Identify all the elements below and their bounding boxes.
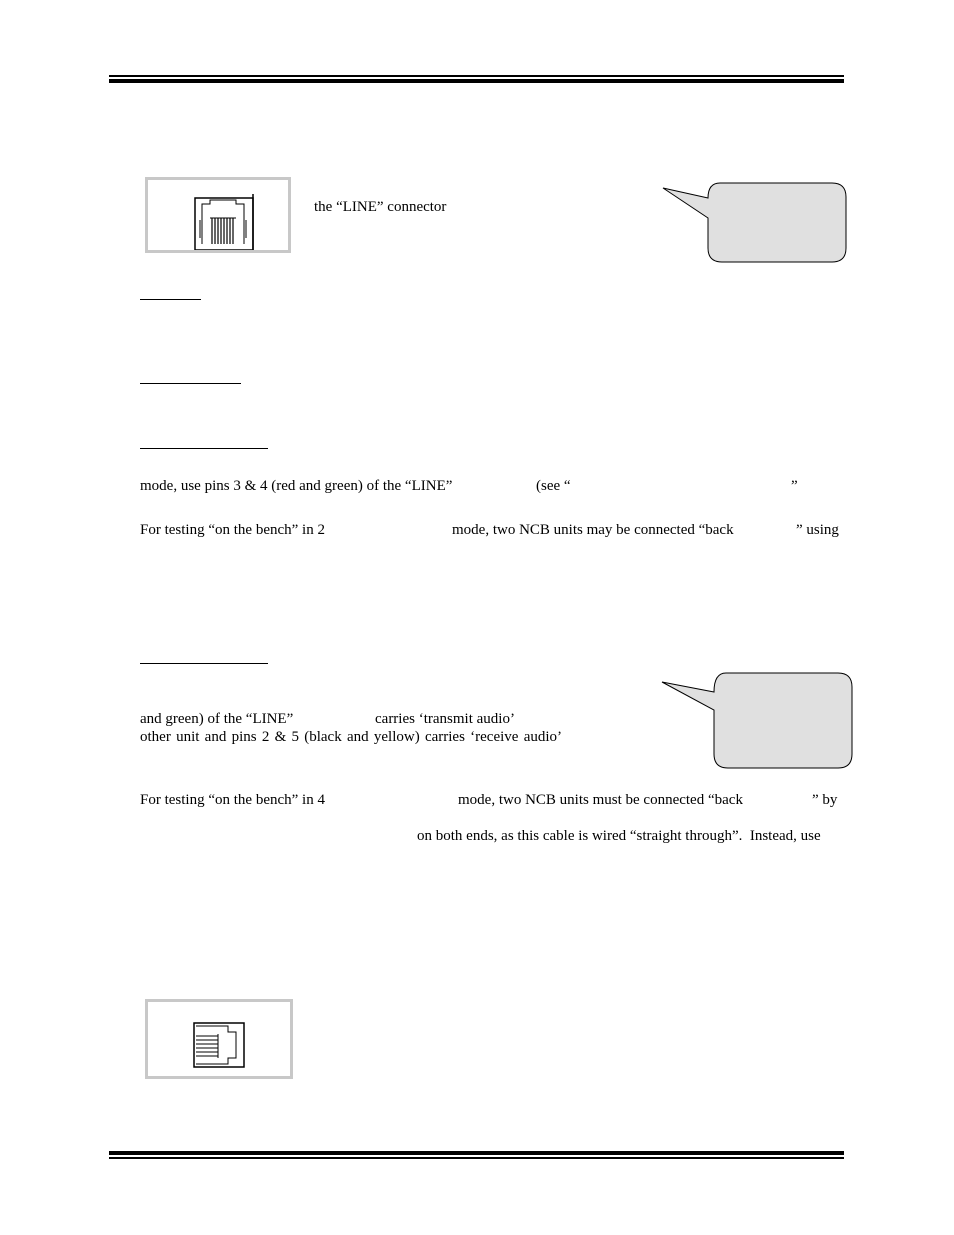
para-4wire-line4: on both ends, as this cable is wired “straight through”. Instead, use bbox=[417, 828, 821, 844]
callout-bubble-mid bbox=[660, 672, 854, 770]
para-2wire-line1-see: (see “ bbox=[536, 478, 571, 494]
para-4wire-line3a: For testing “on the bench” in 4 bbox=[140, 792, 325, 808]
para-2wire-line1: mode, use pins 3 & 4 (red and green) of the “LINE” bbox=[140, 478, 453, 494]
section-heading-underline-4 bbox=[140, 663, 268, 664]
para-2wire-line2a: For testing “on the bench” in 2 bbox=[140, 522, 325, 538]
connector-caption: the “LINE” connector bbox=[314, 199, 447, 215]
header-rule-thick bbox=[109, 79, 844, 83]
para-4wire-line1b: carries ‘transmit audio’ bbox=[375, 711, 515, 727]
section-heading-underline-3 bbox=[140, 448, 268, 449]
footer-rule-thick bbox=[109, 1151, 844, 1155]
para-4wire-line1a: and green) of the “LINE” bbox=[140, 711, 294, 727]
para-4wire-line3b: mode, two NCB units must be connected “back bbox=[458, 792, 743, 808]
rj11-jack-icon bbox=[148, 1002, 290, 1076]
header-rule-thin bbox=[109, 75, 844, 77]
rj11-figure bbox=[145, 999, 293, 1079]
section-heading-underline-1 bbox=[140, 299, 201, 300]
callout-bubble-top bbox=[660, 182, 848, 264]
rj45-figure bbox=[145, 177, 291, 253]
rj45-jack-icon bbox=[148, 180, 288, 250]
para-2wire-line2b: mode, two NCB units may be connected “back bbox=[452, 522, 734, 538]
footer-rule-thin bbox=[109, 1157, 844, 1159]
para-2wire-line2c: ” using bbox=[796, 522, 839, 538]
section-heading-underline-2 bbox=[140, 383, 241, 384]
para-2wire-line1-close: ” bbox=[791, 478, 798, 494]
para-4wire-line2: other unit and pins 2 & 5 (black and yellow) carries ‘receive audio’ bbox=[140, 729, 563, 745]
para-4wire-line3c: ” by bbox=[812, 792, 838, 808]
